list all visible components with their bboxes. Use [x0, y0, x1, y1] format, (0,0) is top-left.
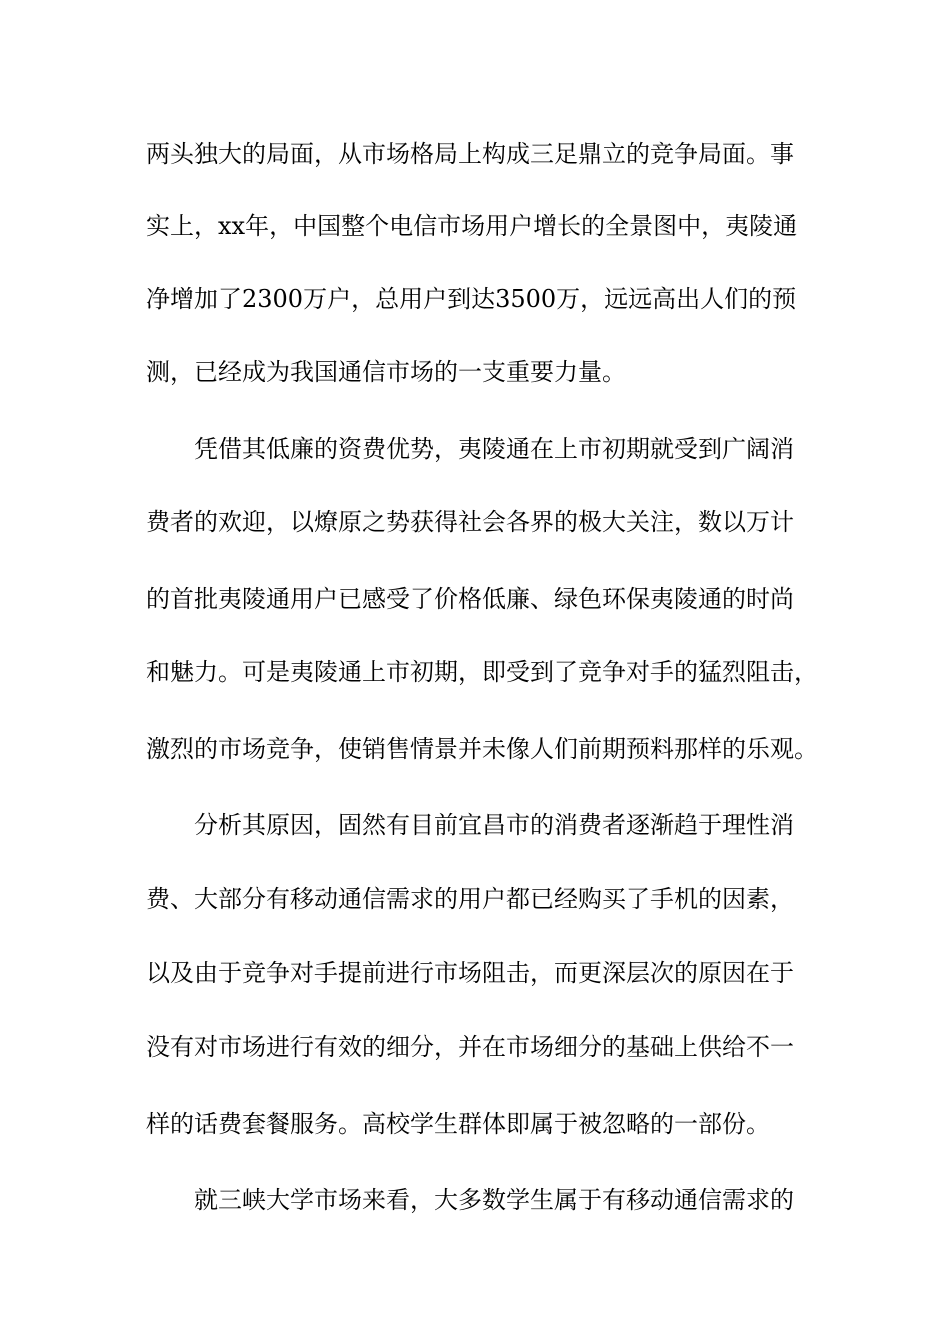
text-line: 没有对市场进行有效的细分，并在市场细分的基础上供给不一 [146, 1033, 794, 1061]
paragraph-first-line: 分析其原因，固然有目前宜昌市的消费者逐渐趋于理性消 [194, 811, 794, 839]
text-line: 费、大部分有移动通信需求的用户都已经购买了手机的因素， [146, 885, 794, 913]
text-line: 实上，xx年，中国整个电信市场用户增长的全景图中，夷陵通 [146, 212, 798, 240]
text-line: 的首批夷陵通用户已感受了价格低廉、绿色环保夷陵通的时尚 [146, 585, 794, 613]
text-line: 和魅力。可是夷陵通上市初期，即受到了竞争对手的猛烈阻击， [146, 658, 818, 686]
paragraph-first-line: 就三峡大学市场来看，大多数学生属于有移动通信需求的 [194, 1186, 794, 1214]
text-line: 费者的欢迎，以燎原之势获得社会各界的极大关注，数以万计 [146, 508, 794, 536]
text-line: 样的话费套餐服务。高校学生群体即属于被忽略的一部份。 [146, 1110, 770, 1138]
text-line: 激烈的市场竞争，使销售情景并未像人们前期预料那样的乐观。 [146, 735, 818, 763]
text-line: 净增加了2300万户，总用户到达3500万，远远高出人们的预 [146, 285, 797, 313]
text-line: 以及由于竞争对手提前进行市场阻击，而更深层次的原因在于 [146, 959, 794, 987]
paragraph-first-line: 凭借其低廉的资费优势，夷陵通在上市初期就受到广阔消 [194, 435, 794, 463]
text-line: 测，已经成为我国通信市场的一支重要力量。 [146, 358, 626, 386]
text-line: 两头独大的局面，从市场格局上构成三足鼎立的竞争局面。事 [146, 140, 794, 168]
